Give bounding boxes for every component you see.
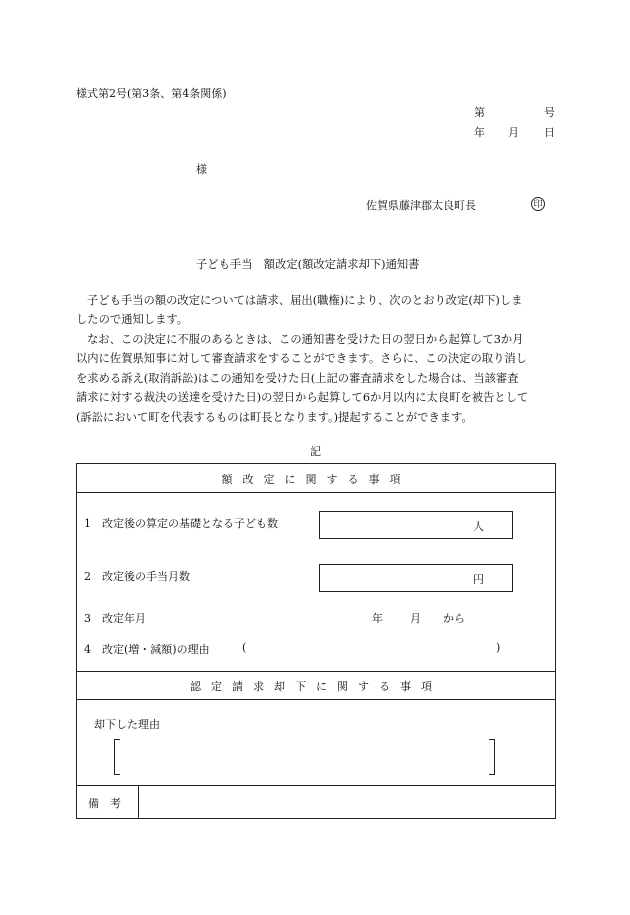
rejection-reason-field[interactable] bbox=[120, 739, 489, 775]
bracket-right bbox=[489, 739, 495, 775]
item3-year: 年 bbox=[372, 612, 383, 625]
addressee-suffix: 様 bbox=[196, 163, 207, 176]
document-title: 子ども手当 額改定(額改定請求却下)通知書 bbox=[196, 258, 420, 271]
issuer-name: 佐賀県藤津郡太良町長 bbox=[366, 199, 476, 212]
item1-unit: 人 bbox=[473, 520, 484, 533]
remarks-field[interactable] bbox=[139, 786, 555, 818]
rejection-reason-label: 却下した理由 bbox=[94, 718, 160, 731]
divider bbox=[76, 492, 556, 493]
remarks-label: 備 考 bbox=[88, 797, 121, 810]
body-paragraph-1 bbox=[76, 291, 558, 330]
item2-label: 2 改定後の手当月数 bbox=[84, 570, 190, 583]
item2-unit: 円 bbox=[473, 573, 484, 586]
divider bbox=[76, 699, 556, 700]
item3-label: 3 改定年月 bbox=[84, 612, 146, 625]
monthly-amount-field[interactable] bbox=[319, 564, 513, 592]
body-line: したので通知します。 bbox=[76, 313, 189, 327]
divider bbox=[76, 671, 556, 672]
body-line: を求める訴え(取消訴訟)はこの通知を受けた日(上記の審査請求をした場合は、当該審査 bbox=[76, 371, 519, 385]
body-line: なお、この決定に不服のあるときは、この通知書を受けた日の翌日から起算して3か月 bbox=[87, 333, 524, 346]
children-count-field[interactable] bbox=[319, 511, 513, 539]
form-number: 様式第2号(第3条、第4条関係) bbox=[76, 87, 227, 100]
item3-month: 月 bbox=[410, 612, 421, 625]
ki-label: 記 bbox=[310, 445, 321, 458]
item1-label: 1 改定後の算定の基礎となる子ども数 bbox=[84, 517, 278, 530]
body-line: 請求に対する裁決の送達を受けた日)の翌日から起算して6か月以内に太良町を被告として bbox=[76, 391, 529, 405]
item4-label: 4 改定(増・減額)の理由 bbox=[84, 643, 210, 656]
date-day: 日 bbox=[544, 126, 555, 139]
item4-open-paren: ( bbox=[242, 641, 247, 654]
body-line: 子ども手当の額の改定については請求、届出(職権)により、次のとおり改定(却下)しま bbox=[87, 294, 523, 307]
revision-section-header: 額改定に関する事項 bbox=[221, 473, 411, 486]
number-prefix: 第 bbox=[474, 106, 485, 119]
rejection-section-header: 認定請求却下に関する事項 bbox=[190, 680, 442, 693]
number-suffix: 号 bbox=[544, 106, 555, 119]
body-line: (訴訟において町を代表するものは町長となります。)提起することができます。 bbox=[76, 410, 473, 424]
item4-close-paren: ) bbox=[496, 641, 501, 654]
date-month: 月 bbox=[508, 126, 519, 139]
body-paragraph-2 bbox=[76, 330, 558, 427]
body-line: 以内に佐賀県知事に対して審査請求をすることができます。さらに、この決定の取り消し bbox=[76, 352, 527, 366]
item3-from: から bbox=[443, 612, 465, 625]
date-year: 年 bbox=[474, 126, 485, 139]
seal-icon: 印 bbox=[531, 197, 545, 211]
